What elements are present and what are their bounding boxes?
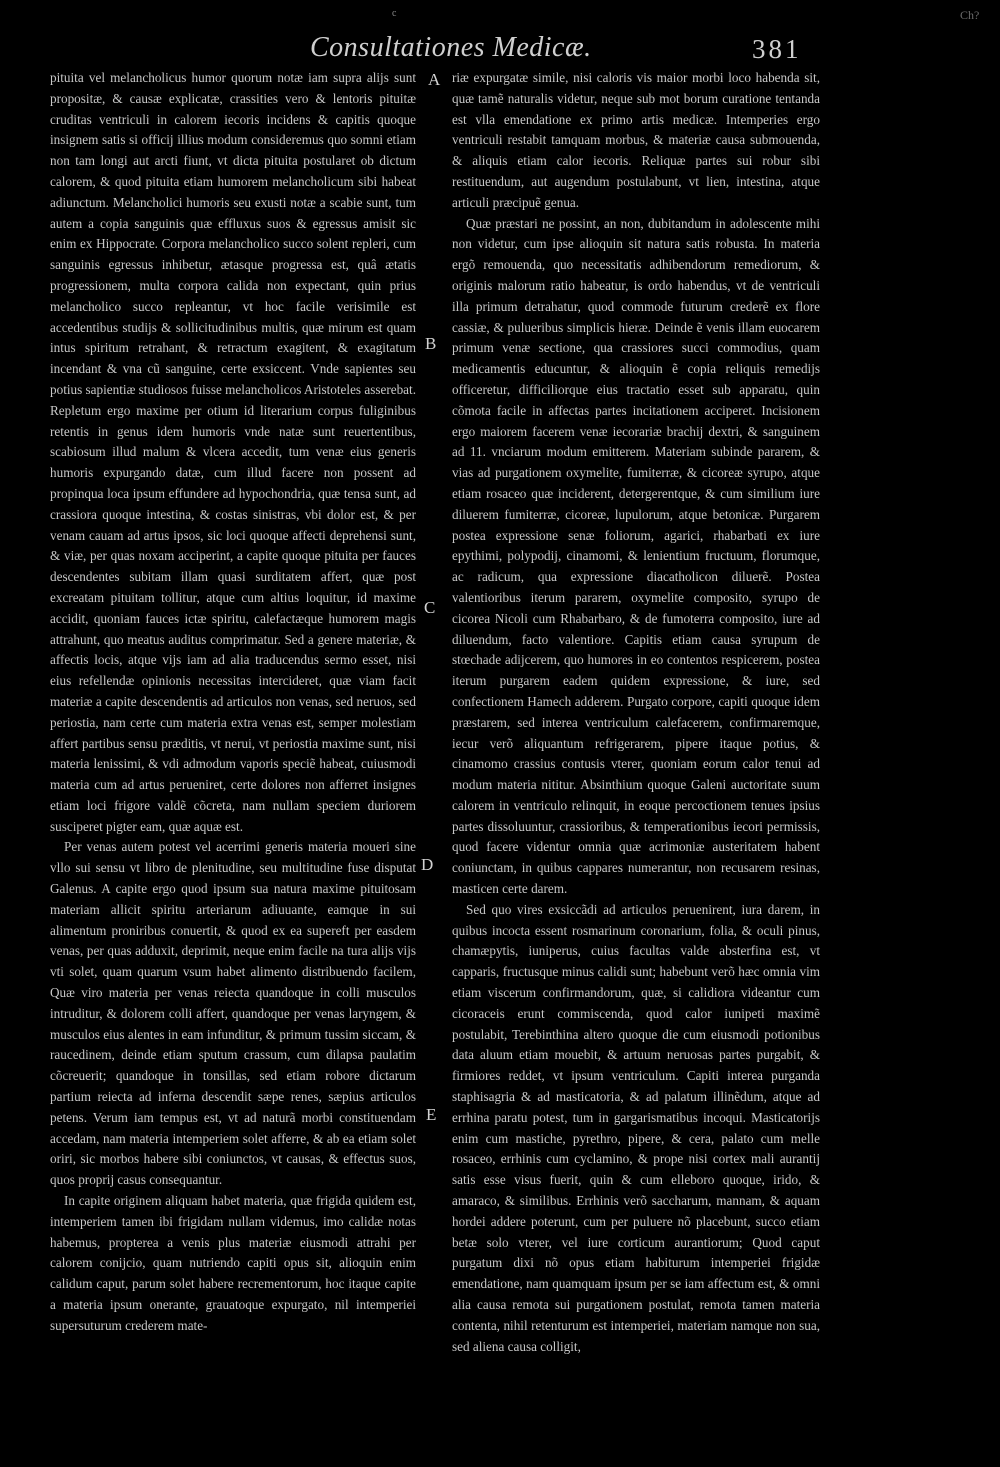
section-letter-b: B <box>425 334 437 353</box>
right-paragraph-3: Sed quo vires exsiccãdi ad articulos peruenirent, iura darem, in quibus incocta essent rosmarinum coronarium, folia, & oculi pinus, chamæpytis, iuniperus, cuius facultas valde absterfina est, vt capparis, fructusque minus calidi sunt; habebunt verõ hæc omnia vim etiam viscerum confirmandorum, quæ, si calidiora videantur cum cicoraceis erunt commiscenda, quod calor iunipeti maximẽ postulabit, Terebinthina altero quoque die cum eiusmodi potionibus data aluum etiam mouebit, & artuum neruosas partes purgabit, & firmiores reddet, vt ipsum ventriculum. Capiti interea purganda staphisagria & ad masticatoria, & ad palatum illinẽdum, atque ad errhina paratu potest, tum in gargarismatibus incoqui. Masticatorijs enim cum mastiche, pyrethro, pipere, & cera, palato cum melle rosaceo, errhinis cum cyclamino, & prope nisi cortex mali aurantij satis esse visus fuerit, quin & cum elleboro quoque, irido, & amaraco, & similibus. Errhinis verõ saccharum, mannam, & aquam hordei addere poterunt, cum per puluere nõ placebunt, succo etiam betæ solo vterer, vel iure corticum aurantiorum; Quod caput purgatum dixi nõ opus etiam habiturum intemperiei frigidæ emendatione, nam quamquam ipsum per se iam affectum est, & omni alia causa remota sui purgationem postulat, remota tamen materia contenta, nihil retenturum est intemperiei, materiam namque non sua, sed aliena causa colligit, <box>452 901 820 1354</box>
left-paragraph-3: In capite originem aliquam habet materia, quæ frigida quidem est, intemperiem tamen ibi frigidam nullam videmus, imo calidæ notas habemus, propterea a venis plus materiæ eiusmodi attrahi per calorem conijcio, quam nutriendo capiti opus sit, alioquin enim calidum caput, parum solet habere recrementorum, hoc itaque capite a materia ipsum onerante, grauatoque expurgato, nil intemperiei supersuturum crederem mate- <box>50 1193 416 1333</box>
page-number: 381 <box>752 34 802 64</box>
left-paragraph-1: pituita vel melancholicus humor quorum notæ iam supra alijs sunt propositæ, & causæ explicatæ, crassities vero & lentoris pituitæ cruditas ventriculi in calorem iecoris incidens & capitis quoque insignem satis si officij illius modum consideremus quo somni etiam non tam longi aut arcti fiunt, vt dicta pituita postularet ob dictum calorem, & quod pituita etiam humorem melancholicum sibi habeat adiunctum. Melancholici humoris seu exusti notæ a scabie sunt, tum autem a copia sanguinis quæ effluxus suos & egressus amisit sic enim ex Hippocrate. Corpora melancholico succo solent repleri, cum sanguinis egressus inhibetur, ætasque progressa est, quâ ætatis progressionem, multa corpora calida non expectant, quin prius melancholico succo repleantur, vt hoc facile verisimile est accedentibus studijs & sollicitudinibus multis, quæ mirum est quam intus spiritum retrahant, & retractum exagitent, & exagitatum incendant & vna cũ sanguine, certe exsiccent. Vnde sapientes seu potius sapientiæ studiosos fuisse melancholicos Aristoteles asserebat. Repletum ergo maxime per otium id literarium corpus fuliginibus retentis in genus idem humoris vnde natæ sunt reuertentibus, scabiosum illud malum & vlcera accedit, tum venæ eius generis humoris expurgando datæ, cum illud facere non possent ad propinqua loca ipsum effundere ad hypochondria, quæ tensa sunt, ad crassiora quoque intestina, & costas sinistras, vbi dolor est, & per venam cauam ad artus ipsos, sic loci quoque affecti deprehensi sunt, & viæ, per quas noxam acciperint, a capite quoque pituita per fauces descendentes subitam illam quasi surditatem affert, quæ post excreatam pituitam tollitur, atque cum altius loquitur, id maxime accidit, quoniam fauces ictæ spiritu, calefactæque humorem magis attrahunt, quo meatus auditus comprimatur. Sed a genere materiæ, & affectis locis, atque vijs iam ad alia traducendus sermo esset, nisi eius refellendæ opinionis necessitas intercideret, quæ viam facit materiæ a capite descendentis ad articulos non venas, sed neruos, sed periostia, nam certe cum materia extra venas est, semper molestiam affert partibus sensu præditis, vt nerui, vt periostia maxime sunt, nisi materia lenissimi, & vdi admodum vaporis speciẽ habeat, cuiusmodi materia cum ad artus perueniret, certe dolores non afferret insignes etiam loci frigore valdẽ cõcreta, nam nullam speciem duriorem susciperet pigter eam, quæ aquæ est. <box>50 70 416 834</box>
section-letter-e: E <box>426 1105 437 1124</box>
top-ink-dot: c <box>392 8 397 19</box>
right-column <box>452 68 820 1357</box>
right-paragraph-1: riæ expurgatæ simile, nisi caloris vis maior morbi loco habenda sit, quæ tamẽ naturalis videtur, neque sub mot borum curatione tentanda est vlla emendatione ex primo artis medicæ. Intemperies ergo ventriculi restabit tamquam morbus, & materiæ causa submouenda, & aliquis etiam calor iecoris. Reliquæ partes sui robur sibi restituendum, aut augendum postulabunt, vt lien, intestina, atque articuli præcipuẽ genua. <box>452 70 820 210</box>
right-paragraph-2: Quæ præstari ne possint, an non, dubitandum in adolescente mihi non videtur, cum ipse alioquin sit natura satis robusta. In materia ergõ remouenda, quo necessitatis adhibendorum remediorum, & originis malorum ratio habeatur, is ordo habendus, vt de ventriculi illa primum detrahatur, quod commode futurum crederẽ ex flore cassiæ, & pulueribus simplicis hieræ. Deinde ẽ venis illam euocarem primum venæ sectione, qua crassiores succi commodius, quam medicamentis educuntur, & alioquin ẽ copia reliquis remedijs officeretur, difficiliorque eius tractatio esset sub apparatu, quin cõmota facile in affectas partes incitationem acciperet. Incisionem ergo maiorem facerem venæ iecorariæ brachij dextri, & sanguinem ad 11. vnciarum modum emitterem. Materiam subinde pararem, & vias ad purgationem oxymelite, fumiterræ, & cicoreæ syrupo, atque etiam rosaceo quæ inciderent, detergerentque, & cum similium iure diluerem fumiterræ, cicoreæ, lupulorum, atque betonicæ. Purgarem postea expressione senæ foliorum, agarici, rhabarbati ex iure epythimi, polypodij, cinamomi, & lenientium fructuum, florumque, ac radicum, qua expressione diacatholicon diluerẽ. Postea valentioribus iterum pararem, oxymelite composito, syrupo de cicorea Nicoli cum Rhabarbaro, & de fumoterra composito, iure ad diluendum, facto valentiore. Capitis etiam causa syrupum de stœchade adijcerem, quo humores in eo contentos respicerem, postea iterum purgarem eadem quidem expressione, & iure, sed confectionem Hamech adderem. Purgato corpore, capiti quoque idem præstarem, sed interea ventriculum calefacerem, confirmaremque, iecur verõ aliquantum refrigerarem, pipere itaque potius, & cinamomo crassius contusis vterer, quoniam eorum calor tenui ad modum materia nititur. Absinthium quoque Galeni auctoritate suum calorem in ventriculo relinquit, in eoque percoctionem tenues ipsius partes dissoluuntur, crassioribus, & temperationibus iecori permissis, quod facere videntur omnia quæ acrimoniæ austeritatem habent coniunctam, in quibus cappares numerantur, non recusarem resinas, masticen certe darem. <box>452 215 820 897</box>
corner-mark: Ch? <box>960 8 980 22</box>
section-letter-c: C <box>424 598 436 617</box>
left-column <box>50 68 416 1337</box>
section-letter-a: A <box>428 70 441 89</box>
section-letter-d: D <box>421 855 434 874</box>
left-paragraph-2: Per venas autem potest vel acerrimi generis materia moueri sine vllo sui sensu vt libro de plenitudine, seu multitudine fuse disputat Galenus. A capite ergo quod ipsum sua natura maxime pituitosam materiam allicit spiritu arteriarum adiuuante, eamque in sui alimentum proniribus conuertit, & quod ex ea supereft per easdem venas, per quas adduxit, deprimit, neque enim facile na tura alijs vijs vti solet, quam quarum vsum habet alimento distribuendo facilem, Quæ viro materia per venas reiecta quandoque in colli musculos intruditur, & dolorem colli affert, quandoque per venas laryngem, & musculos eius alentes in eam infunditur, & primum tussim siccam, & raucedinem, deinde etiam sputum crassum, cum dilapsa paulatim cõcreuerit; quandoque in tonsillas, sed etiam robore dictarum partium reiecta ad inferna descendit sæpe renes, sæpius articulos petens. Verum iam tempus est, vt ad naturã morbi constituendam accedam, nam materia intemperiem solet afferre, & ab ea etiam solet oriri, sic morbos habere sibi coniunctos, vt causas, & effectus suos, quos proprij casus consequantur. <box>50 839 416 1188</box>
running-title: Consultationes Medicæ. <box>310 32 592 63</box>
